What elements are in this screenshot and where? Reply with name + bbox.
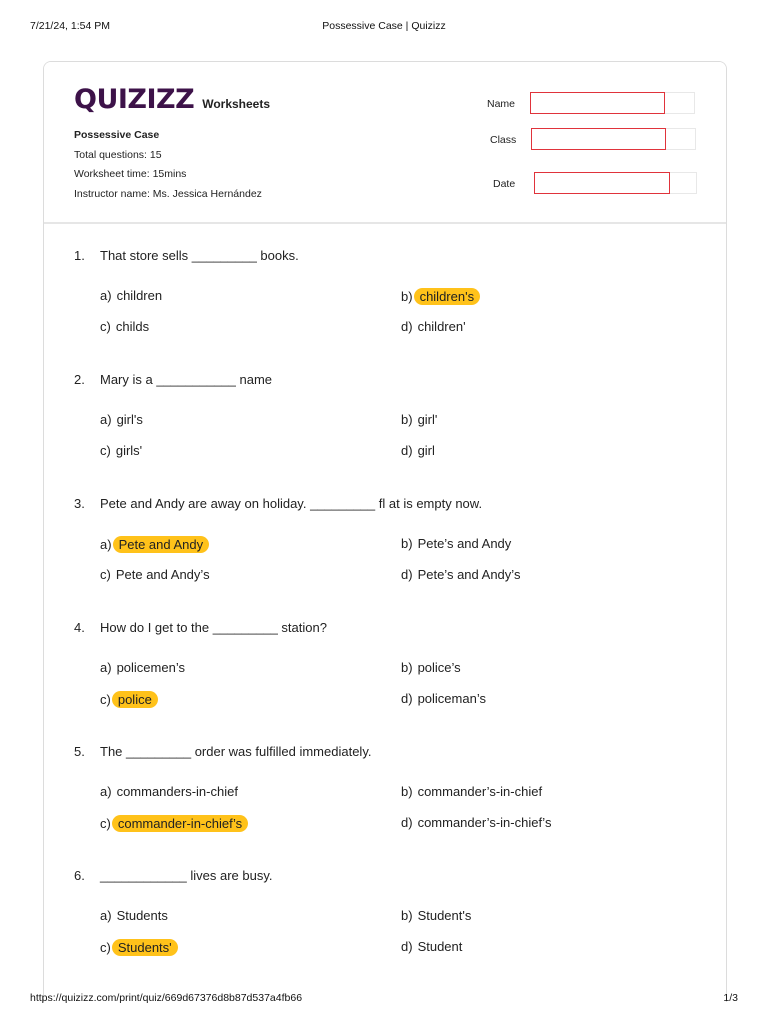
- option-letter: c): [100, 443, 111, 458]
- date-label: Date: [493, 178, 516, 190]
- option-letter: b): [401, 289, 413, 304]
- question-text: The _________ order was fulfilled immediately.: [100, 744, 372, 759]
- option-b[interactable]: [401, 784, 542, 804]
- option-letter: a): [100, 537, 112, 552]
- class-field: [490, 128, 700, 152]
- question-number: 5.: [74, 744, 85, 759]
- option-text: Student: [417, 939, 463, 954]
- question-5: [44, 744, 726, 868]
- class-input[interactable]: [531, 128, 666, 150]
- option-letter: a): [100, 908, 112, 923]
- print-datetime: 7/21/24, 1:54 PM: [30, 20, 110, 32]
- question-text: That store sells _________ books.: [100, 248, 299, 263]
- option-b[interactable]: [401, 536, 511, 556]
- question-stem: [74, 372, 272, 387]
- option-text: Student's: [417, 908, 472, 923]
- option-letter: a): [100, 784, 112, 799]
- question-text: ____________ lives are busy.: [100, 868, 273, 883]
- option-text-highlighted: police: [112, 691, 158, 708]
- option-letter: a): [100, 660, 112, 675]
- date-input-extension: [670, 172, 697, 194]
- option-text: childs: [115, 319, 150, 334]
- option-text: Students: [116, 908, 168, 923]
- option-letter: c): [100, 940, 111, 955]
- option-text: girl: [417, 443, 435, 458]
- question-number: 3.: [74, 496, 85, 511]
- logo-subtitle: Worksheets: [202, 97, 271, 111]
- quizizz-logo: [74, 84, 270, 115]
- question-stem: [74, 496, 482, 511]
- worksheet-header: [44, 62, 726, 224]
- print-header: [30, 20, 738, 34]
- option-letter: d): [401, 319, 413, 334]
- worksheet-time: Worksheet time: 15mins: [74, 168, 187, 180]
- option-letter: d): [401, 691, 413, 706]
- option-c[interactable]: [100, 691, 158, 711]
- option-b[interactable]: [401, 412, 437, 432]
- name-input[interactable]: [530, 92, 665, 114]
- question-text: How do I get to the _________ station?: [100, 620, 327, 635]
- option-a[interactable]: [100, 784, 238, 804]
- question-stem: [74, 248, 299, 263]
- question-6: [44, 868, 726, 992]
- option-b[interactable]: [401, 288, 480, 308]
- question-stem: [74, 744, 371, 759]
- date-input[interactable]: [534, 172, 670, 194]
- option-b[interactable]: [401, 908, 471, 928]
- question-number: 1.: [74, 248, 85, 263]
- option-letter: a): [100, 412, 112, 427]
- option-letter: b): [401, 908, 413, 923]
- option-text: commanders-in-chief: [116, 784, 238, 799]
- option-letter: c): [100, 692, 111, 707]
- option-text: children': [417, 319, 466, 334]
- option-a[interactable]: [100, 908, 168, 928]
- option-text: girl': [417, 412, 438, 427]
- question-2: [44, 372, 726, 496]
- name-input-extension: [665, 92, 695, 114]
- option-letter: d): [401, 443, 413, 458]
- option-text: girls': [115, 443, 143, 458]
- option-b[interactable]: [401, 660, 461, 680]
- question-text: Pete and Andy are away on holiday. _________ fl at is empty now.: [100, 496, 483, 511]
- question-3: [44, 496, 726, 620]
- option-a[interactable]: [100, 536, 209, 556]
- class-label: Class: [490, 134, 517, 146]
- option-text: policeman’s: [417, 691, 486, 706]
- print-footer: [30, 992, 738, 1006]
- option-text-highlighted: commander-in-chief’s: [112, 815, 248, 832]
- total-questions: Total questions: 15: [74, 148, 162, 161]
- option-c[interactable]: [100, 567, 210, 587]
- option-text: girl's: [116, 412, 143, 427]
- option-letter: a): [100, 288, 112, 303]
- option-letter: b): [401, 660, 413, 675]
- option-text: Pete and Andy’s: [115, 567, 210, 582]
- option-d[interactable]: [401, 319, 466, 339]
- option-letter: d): [401, 939, 413, 954]
- question-4: [44, 620, 726, 744]
- worksheet-meta: [74, 126, 262, 204]
- option-c[interactable]: [100, 815, 248, 835]
- option-a[interactable]: [100, 412, 143, 432]
- option-d[interactable]: [401, 939, 462, 959]
- date-field: [493, 172, 703, 196]
- name-field: [487, 92, 697, 116]
- question-number: 6.: [74, 868, 85, 883]
- worksheet-card: [43, 61, 727, 1002]
- option-d[interactable]: [401, 691, 486, 711]
- logo-wordmark: QUIZIZZ: [74, 84, 195, 115]
- option-text: children: [116, 288, 163, 303]
- question-stem: [74, 620, 327, 635]
- question-stem: [74, 868, 273, 883]
- option-text: Pete’s and Andy’s: [417, 567, 521, 582]
- option-text: commander’s-in-chief’s: [417, 815, 552, 830]
- option-text-highlighted: Pete and Andy: [113, 536, 210, 553]
- option-letter: c): [100, 816, 111, 831]
- option-c[interactable]: [100, 939, 178, 959]
- option-letter: d): [401, 567, 413, 582]
- question-text: Mary is a ___________ name: [100, 372, 273, 387]
- name-label: Name: [487, 98, 516, 110]
- option-a[interactable]: [100, 660, 185, 680]
- option-letter: d): [401, 815, 413, 830]
- option-text: policemen’s: [116, 660, 185, 675]
- option-c[interactable]: [100, 319, 149, 339]
- worksheet-title: Possessive Case: [74, 129, 160, 141]
- option-text: commander’s-in-chief: [417, 784, 543, 799]
- print-url[interactable]: https://quizizz.com/print/quiz/669d67376d8b87d537a4fb66: [30, 992, 303, 1004]
- question-1: [44, 248, 726, 372]
- option-text-highlighted: children's: [414, 288, 481, 305]
- option-text: Pete’s and Andy: [417, 536, 512, 551]
- option-letter: c): [100, 319, 111, 334]
- option-letter: b): [401, 784, 413, 799]
- option-letter: b): [401, 412, 413, 427]
- instructor-name: Instructor name: Ms. Jessica Hernández: [74, 187, 262, 200]
- option-letter: b): [401, 536, 413, 551]
- option-c[interactable]: [100, 443, 142, 463]
- option-text-highlighted: Students': [112, 939, 178, 956]
- question-number: 4.: [74, 620, 85, 635]
- option-text: police’s: [417, 660, 461, 675]
- option-letter: c): [100, 567, 111, 582]
- option-d[interactable]: [401, 443, 435, 463]
- option-d[interactable]: [401, 815, 551, 835]
- option-a[interactable]: [100, 288, 162, 308]
- page-number: 1/3: [723, 992, 738, 1004]
- print-page-title: Possessive Case | Quizizz: [322, 20, 446, 32]
- option-d[interactable]: [401, 567, 520, 587]
- question-number: 2.: [74, 372, 85, 387]
- class-input-extension: [666, 128, 696, 150]
